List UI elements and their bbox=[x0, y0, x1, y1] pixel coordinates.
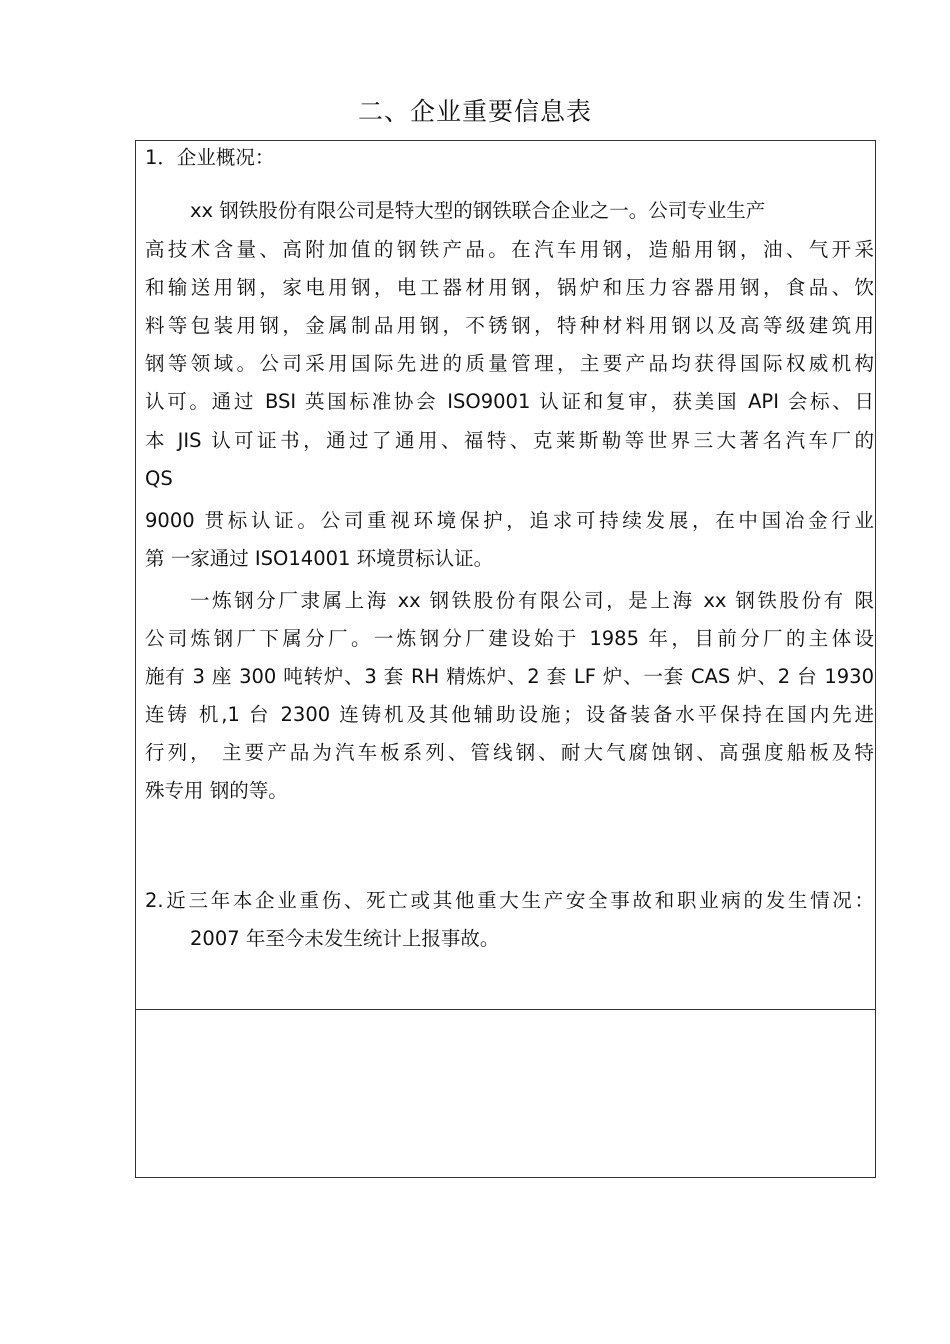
section2-heading: 2.近三年本企业重伤、死亡或其他重大生产安全事故和职业病的发生情况： bbox=[145, 889, 874, 912]
p1-line-2: 高技术含量、高附加值的钢铁产品。在汽车用钢，造船用钢，油、气开采 bbox=[145, 238, 874, 261]
p2-line-2: 公司炼钢厂下属分厂。一炼钢分厂建设始于 1985 年，目前分厂的主体设 bbox=[145, 627, 874, 650]
section1-heading: 1．企业概况： bbox=[145, 146, 275, 169]
p1-line-4: 料等包装用钢，金属制品用钢，不锈钢，特种材料用钢以及高等级建筑用 bbox=[145, 314, 874, 337]
p1-line-8: QS bbox=[145, 467, 173, 490]
p2-line-4: 连铸 机,1 台 2300 连铸机及其他辅助设施；设备装备水平保持在国内先进 bbox=[145, 703, 874, 726]
table-row-divider bbox=[136, 1009, 875, 1010]
p1-line-5: 钢等领域。公司采用国际先进的质量管理，主要产品均获得国际权威机构 bbox=[145, 352, 874, 375]
p2-line-5: 行列， 主要产品为汽车板系列、管线钢、耐大气腐蚀钢、高强度船板及特 bbox=[145, 741, 874, 764]
p1-line-9: 9000 贯标认证。公司重视环境保护，追求可持续发展，在中国冶金行业 bbox=[145, 509, 874, 532]
p1-line-3: 和输送用钢，家电用钢，电工器材用钢，锅炉和压力容器用钢，食品、饮 bbox=[145, 276, 874, 299]
p1-line-1: xx 钢铁股份有限公司是特大型的钢铁联合企业之一。公司专业生产 bbox=[190, 199, 766, 222]
info-table bbox=[135, 140, 876, 1178]
page-title: 二、企业重要信息表 bbox=[357, 97, 592, 126]
section2-content: 2007 年至今未发生统计上报事故。 bbox=[190, 927, 500, 950]
p1-line-7: 本 JIS 认可证书，通过了通用、福特、克莱斯勒等世界三大著名汽车厂的 bbox=[145, 429, 874, 452]
p1-line-6: 认可。通过 BSI 英国标准协会 ISO9001 认证和复审，获美国 API 会标、日 bbox=[145, 390, 874, 413]
p1-line-10: 第 一家通过 ISO14001 环境贯标认证。 bbox=[145, 547, 494, 570]
p2-line-6: 殊专用 钢的等。 bbox=[145, 779, 288, 802]
p2-line-3: 施有 3 座 300 吨转炉、3 套 RH 精炼炉、2 套 LF 炉、一套 CAS 炉、2 台 1930 bbox=[145, 665, 874, 688]
p2-line-1: 一炼钢分厂隶属上海 xx 钢铁股份有限公司，是上海 xx 钢铁股份有 限 bbox=[190, 589, 874, 612]
